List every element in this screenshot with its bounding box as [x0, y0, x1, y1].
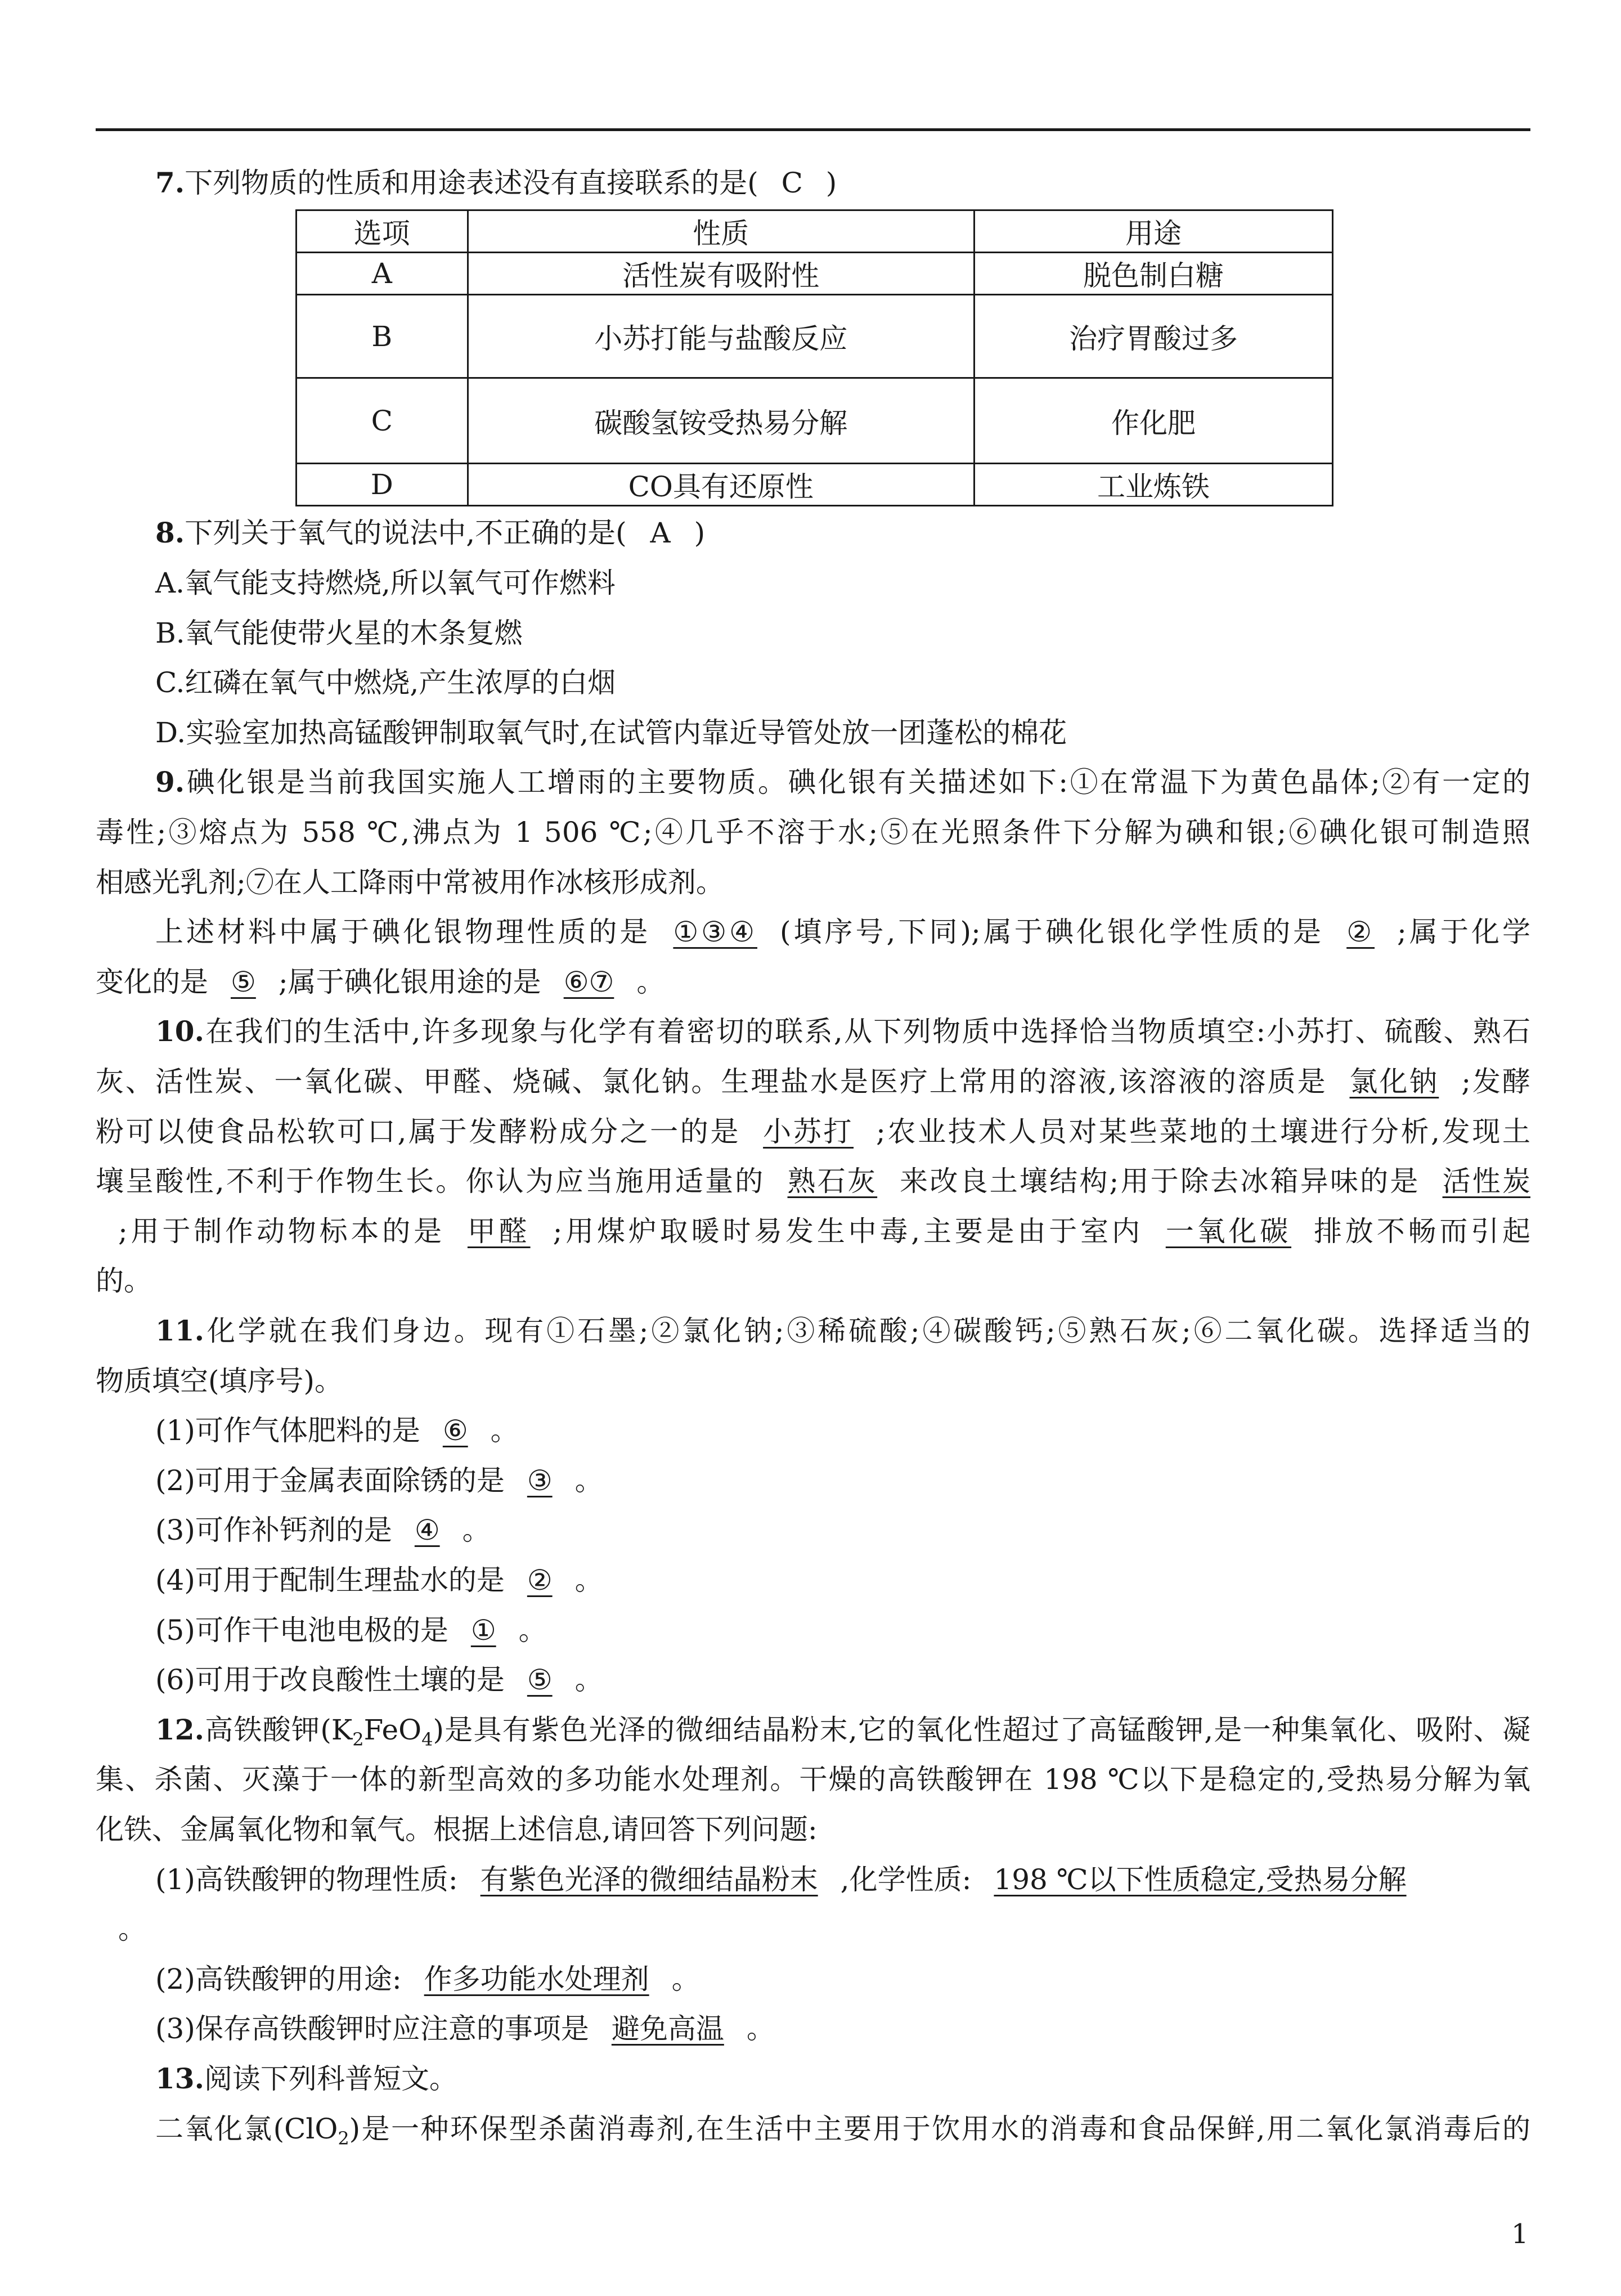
q12-blank-chemical: 198 ℃以下性质稳定,受热易分解: [994, 1863, 1407, 1896]
q12-blank-physical: 有紫色光泽的微细结晶粉末: [480, 1863, 818, 1896]
q10-line-6: 的。: [96, 1264, 152, 1297]
page-number: 1: [1511, 2218, 1529, 2250]
table-row: D CO具有还原性 工业炼铁: [297, 464, 1333, 506]
q8-option-a: A.氧气能支持燃烧,所以氧气可作燃料: [155, 567, 616, 599]
q8-option-c: C.红磷在氧气中燃烧,产生浓厚的白烟: [155, 666, 616, 699]
q11-item-6: (6)可用于改良酸性土壤的是 ⑤ 。: [155, 1663, 603, 1696]
q9-line-1: 9.碘化银是当前我国实施人工增雨的主要物质。碘化银有关描述如下:①在常温下为黄色晶体;②有一定的: [155, 765, 1530, 799]
header-rule: [96, 128, 1530, 131]
q11-blank-4: ②: [527, 1564, 553, 1597]
q11-blank-6: ⑤: [527, 1663, 553, 1696]
question-8-stem: 8.下列关于氧气的说法中,不正确的是( A ): [155, 513, 705, 553]
q8-option-d: D.实验室加热高锰酸钾制取氧气时,在试管内靠近导管处放一团蓬松的棉花: [155, 716, 1067, 749]
table-row: B 小苏打能与盐酸反应 治疗胃酸过多: [297, 295, 1333, 378]
q12-sub-2: (2)高铁酸钾的用途: 作多功能水处理剂 。: [155, 1963, 700, 1995]
table-header: 选项: [297, 210, 468, 253]
q11-item-2: (2)可用于金属表面除锈的是 ③ 。: [155, 1464, 603, 1497]
q9-line-2: 毒性;③熔点为 558 ℃,沸点为 1 506 ℃;④几乎不溶于水;⑤在光照条件下分解为碘和银;⑥碘化银可制造照: [96, 816, 1530, 849]
q13-line-2: 二氧化氯(ClO$_2$)是一种环保型杀菌消毒剂,在生活中主要用于饮用水的消毒和食品保鲜,用二氧化氯消毒后的: [155, 2113, 1530, 2149]
q11-item-5: (5)可作干电池电极的是 ① 。: [155, 1614, 547, 1647]
q10-blank-4: 活性炭: [1442, 1165, 1530, 1198]
q10-line-4: 壤呈酸性,不利于作物生长。你认为应当施用适量的 熟石灰 来改良土壤结构;用于除去冰箱异味的是 活性炭: [96, 1165, 1530, 1198]
q11-line-1: 11.化学就在我们身边。现有①石墨;②氯化钠;③稀硫酸;④碳酸钙;⑤熟石灰;⑥二氧化碳。选择适当的: [155, 1314, 1530, 1347]
q9-fill-line-1: 上述材料中属于碘化银物理性质的是 ①③④ (填序号,下同);属于碘化银化学性质的是 ② ;属于化学: [155, 916, 1530, 948]
q10-blank-3: 熟石灰: [787, 1165, 878, 1198]
q11-item-4: (4)可用于配制生理盐水的是 ② 。: [155, 1564, 603, 1597]
q10-line-5: ;用于制作动物标本的是 甲醛 ;用煤炉取暖时易发生中毒,主要是由于室内 一氧化碳 排放不畅而引起: [118, 1215, 1531, 1248]
q12-sub-1: (1)高铁酸钾的物理性质: 有紫色光泽的微细结晶粉末 ,化学性质: 198 ℃以下性质稳定,受热易分解: [155, 1863, 1407, 1896]
q10-line-2: 灰、活性炭、一氧化碳、甲醛、烧碱、氯化钠。生理盐水是医疗上常用的溶液,该溶液的溶质是 氯化钠 ;发酵: [96, 1065, 1530, 1098]
q8-answer: A: [650, 517, 671, 549]
q12-blank-use: 作多功能水处理剂: [424, 1963, 649, 1995]
q11-item-1: (1)可作气体肥料的是 ⑥ 。: [155, 1414, 519, 1447]
q11-line-2: 物质填空(填序号)。: [96, 1365, 343, 1397]
q13-line-1: 13.阅读下列科普短文。: [155, 2062, 457, 2095]
q7-table: [295, 209, 1333, 506]
q8-option-b: B.氧气能使带火星的木条复燃: [155, 617, 523, 649]
q11-blank-2: ③: [527, 1464, 553, 1497]
q12-line-2: 集、杀菌、灭藻于一体的新型高效的多功能水处理剂。干燥的高铁酸钾在 198 ℃以下是稳定的,受热易分解为氧: [96, 1763, 1530, 1796]
table-row: C 碳酸氢铵受热易分解 作化肥: [297, 378, 1333, 464]
table-header: 用途: [975, 210, 1333, 253]
q9-blank-physical: ①③④: [673, 916, 757, 948]
q9-fill-line-2: 变化的是 ⑤ ;属于碘化银用途的是 ⑥⑦ 。: [96, 966, 665, 998]
q12-line-1: 12.高铁酸钾$(K_2FeO_4)$是具有紫色光泽的微细结晶粉末,它的氧化性超过了高锰酸钾,是一种集氧化、吸附、凝: [155, 1713, 1530, 1750]
q10-blank-6: 一氧化碳: [1165, 1215, 1292, 1248]
q10-line-3: 粉可以使食品松软可口,属于发酵粉成分之一的是 小苏打 ;农业技术人员对某些菜地的土壤进行分析,发现土: [96, 1115, 1530, 1148]
q9-blank-change: ⑤: [231, 966, 256, 998]
q10-blank-2: 小苏打: [763, 1115, 854, 1148]
q11-item-3: (3)可作补钙剂的是 ④ 。: [155, 1514, 491, 1546]
table-header: 性质: [468, 210, 975, 253]
q11-blank-5: ①: [470, 1614, 496, 1647]
q11-blank-3: ④: [414, 1514, 440, 1546]
q12-blank-storage: 避免高温: [611, 2012, 724, 2045]
question-7-stem: 7.下列物质的性质和用途表述没有直接联系的是( C ): [155, 163, 837, 203]
q9-blank-chemical: ②: [1346, 916, 1375, 948]
q9-line-3: 相感光乳剂;⑦在人工降雨中常被用作冰核形成剂。: [96, 866, 724, 899]
q12-sub-3: (3)保存高铁酸钾时应注意的事项是 避免高温 。: [155, 2012, 775, 2045]
q7-answer: C: [781, 167, 803, 199]
q10-blank-5: 甲醛: [467, 1215, 531, 1248]
q12-line-3: 化铁、金属氧化物和氧气。根据上述信息,请回答下列问题:: [96, 1813, 818, 1846]
q9-blank-use: ⑥⑦: [563, 966, 614, 998]
q10-line-1: 10.在我们的生活中,许多现象与化学有着密切的联系,从下列物质中选择恰当物质填空:小苏打、硫酸、熟石: [155, 1015, 1530, 1048]
q11-blank-1: ⑥: [442, 1414, 468, 1447]
table-row: A 活性炭有吸附性 脱色制白糖: [297, 253, 1333, 295]
q10-blank-1: 氯化钠: [1349, 1065, 1439, 1098]
q12-sub-1-end: 。: [118, 1913, 146, 1945]
